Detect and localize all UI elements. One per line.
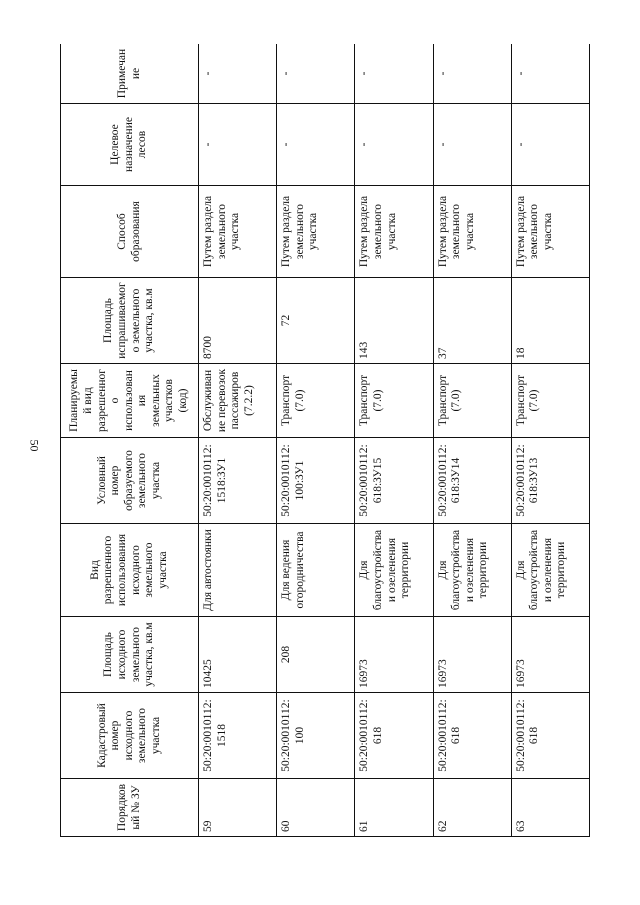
- landscape-page: [60, 44, 590, 837]
- cell-note: -: [277, 44, 355, 104]
- cell-note: -: [511, 44, 589, 104]
- table-row: [511, 44, 589, 837]
- cell-requested-area: 8700: [199, 278, 277, 364]
- cell-permitted-use: Для автостоянки: [199, 524, 277, 617]
- cell-forest-purpose: -: [433, 104, 511, 186]
- cell-requested-area: 18: [511, 278, 589, 364]
- cell-formation-method: Путем раздела земельного участка: [511, 186, 589, 278]
- cell-cadastral-number: 50:20:0010112:618: [511, 693, 589, 779]
- header-cell-note: Примечание: [61, 44, 199, 104]
- cell-cadastral-number: 50:20:0010112:100: [277, 693, 355, 779]
- header-cell-cadastral-number: Кадастровый номер исходного земельного участка: [61, 693, 199, 779]
- table-row: [433, 44, 511, 837]
- cell-note: -: [433, 44, 511, 104]
- cell-source-area: 16973: [511, 617, 589, 693]
- cell-formation-method: Путем раздела земельного участка: [355, 186, 433, 278]
- cell-requested-area: 72: [277, 278, 355, 364]
- cell-forest-purpose: -: [277, 104, 355, 186]
- cell-cadastral-number: 50:20:0010112:1518: [199, 693, 277, 779]
- cell-serial-number: 61: [355, 779, 433, 837]
- cell-serial-number: 63: [511, 779, 589, 837]
- cell-serial-number: 62: [433, 779, 511, 837]
- table-header: [61, 44, 199, 837]
- table-row: [277, 44, 355, 837]
- header-cell-source-area: Площадь исходного земельного участка, кв.м: [61, 617, 199, 693]
- cell-conditional-number: 50:20:0010112:618:ЗУ14: [433, 438, 511, 524]
- cell-note: -: [199, 44, 277, 104]
- cell-source-area: 16973: [355, 617, 433, 693]
- cell-permitted-use: Для ведения огородничества: [277, 524, 355, 617]
- cell-conditional-number: 50:20:0010112:1518:ЗУ1: [199, 438, 277, 524]
- cell-planned-use: Обслуживание перевозок пассажиров (7.2.2): [199, 364, 277, 438]
- header-cell-permitted-use: Вид разрешенного использования исходного земельного участка: [61, 524, 199, 617]
- cell-planned-use: Транспорт (7.0): [433, 364, 511, 438]
- cell-forest-purpose: -: [199, 104, 277, 186]
- cell-permitted-use: Для благоустройства и озеленения территории: [433, 524, 511, 617]
- cell-permitted-use: Для благоустройства и озеленения территории: [511, 524, 589, 617]
- cell-formation-method: Путем раздела земельного участка: [199, 186, 277, 278]
- cell-conditional-number: 50:20:0010112:100:ЗУ1: [277, 438, 355, 524]
- cell-conditional-number: 50:20:0010112:618:ЗУ13: [511, 438, 589, 524]
- table-row: [199, 44, 277, 837]
- cell-serial-number: 59: [199, 779, 277, 837]
- table-row: [355, 44, 433, 837]
- cell-note: -: [355, 44, 433, 104]
- header-cell-planned-use: Планируемый вид разрешенного использования земельных участков (код): [61, 364, 199, 438]
- cell-forest-purpose: -: [511, 104, 589, 186]
- header-cell-serial-number: Порядковый № ЗУ: [61, 779, 199, 837]
- page-number: 50: [27, 439, 42, 452]
- header-cell-conditional-number: Условный номер образуемого земельного участка: [61, 438, 199, 524]
- cell-source-area: 208: [277, 617, 355, 693]
- cell-planned-use: Транспорт (7.0): [355, 364, 433, 438]
- cell-formation-method: Путем раздела земельного участка: [433, 186, 511, 278]
- cell-cadastral-number: 50:20:0010112:618: [433, 693, 511, 779]
- cell-forest-purpose: -: [355, 104, 433, 186]
- land-plots-table: [60, 44, 590, 837]
- cell-cadastral-number: 50:20:0010112:618: [355, 693, 433, 779]
- cell-source-area: 16973: [433, 617, 511, 693]
- header-cell-forest-purpose: Целевое назначение лесов: [61, 104, 199, 186]
- cell-serial-number: 60: [277, 779, 355, 837]
- rotated-table-area: [60, 44, 590, 837]
- cell-conditional-number: 50:20:0010112:618:ЗУ15: [355, 438, 433, 524]
- header-cell-requested-area: Площадь испрашиваемого земельного участка, кв.м: [61, 278, 199, 364]
- header-cell-formation-method: Способ образования: [61, 186, 199, 278]
- cell-permitted-use: Для благоустройства и озеленения территории: [355, 524, 433, 617]
- cell-planned-use: Транспорт (7.0): [277, 364, 355, 438]
- cell-source-area: 10425: [199, 617, 277, 693]
- cell-planned-use: Транспорт (7.0): [511, 364, 589, 438]
- cell-formation-method: Путем раздела земельного участка: [277, 186, 355, 278]
- table-body: [199, 44, 590, 837]
- cell-requested-area: 143: [355, 278, 433, 364]
- cell-requested-area: 37: [433, 278, 511, 364]
- header-row: [61, 44, 199, 837]
